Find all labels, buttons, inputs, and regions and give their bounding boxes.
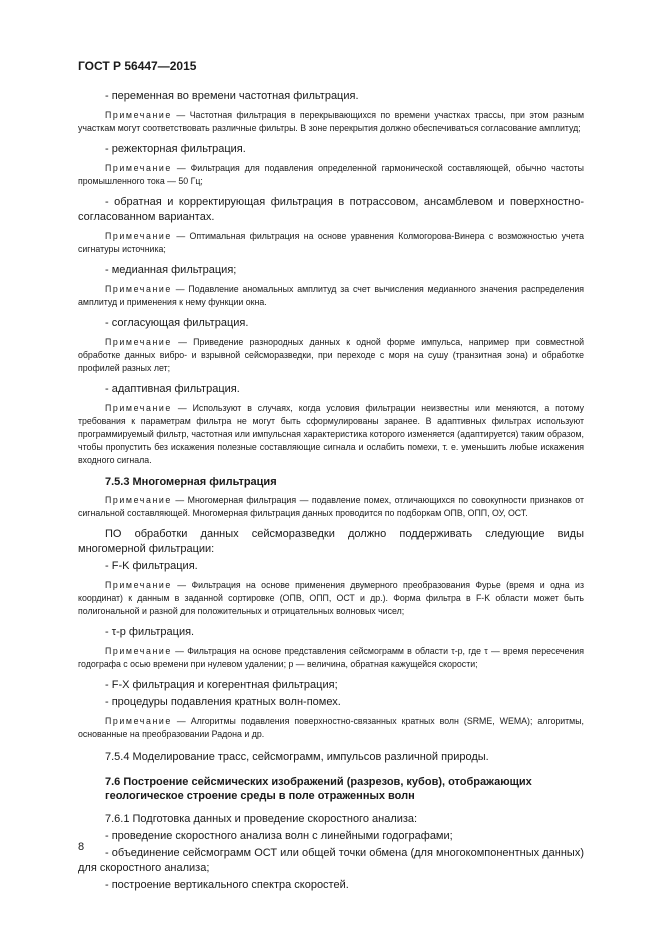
list-item: - τ-p фильтрация. xyxy=(105,626,195,638)
note-label: Примечание xyxy=(105,231,172,241)
note-label: Примечание xyxy=(105,716,172,726)
note xyxy=(78,645,584,671)
note-label: Примечание xyxy=(105,403,172,413)
list-item: - построение вертикального спектра скоростей. xyxy=(105,879,349,891)
note xyxy=(78,230,584,256)
note-label: Примечание xyxy=(105,284,172,294)
list-item: - F-K фильтрация. xyxy=(105,560,198,572)
note-label: Примечание xyxy=(105,646,172,656)
standard-header: ГОСТ Р 56447—2015 xyxy=(78,59,197,73)
note-label: Примечание xyxy=(105,163,172,173)
document-body xyxy=(78,82,584,893)
note-text: — Фильтрация на основе применения двумерного преобразования Фурье (время и одна из координат) к данным в заданной сортировке (ОПВ, ОПП, ОСТ и др.). Форма фильтра в F-K области может быть полигональной и разной для положительных и отрицательных волновых чисел; xyxy=(78,580,584,616)
section-7-6-1: 7.6.1 Подготовка данных и проведение скоростного анализа: xyxy=(105,813,418,825)
list-item: - согласующая фильтрация. xyxy=(105,317,249,329)
list-item: - обратная и корректирующая фильтрация в потрассовом, ансамблевом и поверхностно-согласованном вариантах. xyxy=(78,196,584,223)
note-text: — Фильтрация для подавления определенной гармонической составляющей, обычно частоты промышленного тока — 50 Гц; xyxy=(78,163,584,186)
list-item: - объединение сейсмограмм ОСТ или общей точки обмена (для многокомпонентных данных) для скоростного анализа; xyxy=(78,847,584,874)
list-item: - медианная фильтрация; xyxy=(105,264,237,276)
section-7-5-4: 7.5.4 Моделирование трасс, сейсмограмм, импульсов различной природы. xyxy=(105,751,489,763)
note-label: Примечание xyxy=(105,580,172,590)
note xyxy=(78,402,584,467)
list-item: - F-X фильтрация и когерентная фильтрация; xyxy=(105,679,338,691)
note xyxy=(78,109,584,135)
note-text: — Используют в случаях, когда условия фильтрации неизвестны или меняются, а потому требования к параметрам фильтра не могут быть сформулированы заранее. В адаптивных фильтрах используют программируемый фильтр, частотная или импульсная характеристика которого изменяется (адаптируется) таким образом, чтобы пропустить без искажения полезные составляющие сигнала и ослабить помехи, т. е. уменьшить любые искажения входного сигнала. xyxy=(78,403,584,465)
list-item: - адаптивная фильтрация. xyxy=(105,383,240,395)
note-text: — Оптимальная фильтрация на основе уравнения Колмогорова-Винера с возможностью учета сигнатуры источника; xyxy=(78,231,584,254)
note-text: — Многомерная фильтрация — подавление помех, отличающихся по совокупности признаков от сигнальной составляющей. Многомерная фильтрация данных проводится по подборкам ОПВ, ОПП, ОУ, ОСТ. xyxy=(78,495,584,518)
note xyxy=(78,579,584,618)
note-text: — Приведение разнородных данных к одной форме импульса, например при совместной обработке данных вибро- и взрывной сейсморазведки, при переходе с моря на сушу (транзитная зона) и обработке профилей разных лет; xyxy=(78,337,584,373)
list-item: - процедуры подавления кратных волн-помех. xyxy=(105,696,341,708)
note xyxy=(78,283,584,309)
note-text: — Алгоритмы подавления поверхностно-связанных кратных волн (SRME, WEMA); алгоритмы, основанные на преобразовании Радона и др. xyxy=(78,716,584,739)
note-text: — Фильтрация на основе представления сейсмограмм в области τ-p, где τ — время пересечения годографа с осью времени при нулевом удалении; p — величина, обратная кажущейся скорости; xyxy=(78,646,584,669)
note xyxy=(78,715,584,741)
list-item: - переменная во времени частотная фильтрация. xyxy=(105,90,359,102)
note xyxy=(78,494,584,520)
section-heading-7-5-3: 7.5.3 Многомерная фильтрация xyxy=(105,476,277,488)
note xyxy=(78,162,584,188)
note-label: Примечание xyxy=(105,110,172,120)
list-item: - режекторная фильтрация. xyxy=(105,143,246,155)
list-item: - проведение скоростного анализа волн с линейными годографами; xyxy=(105,830,453,842)
page-number: 8 xyxy=(78,841,85,853)
note xyxy=(78,336,584,375)
note-text: — Подавление аномальных амплитуд за счет вычисления медианного значения распределения амплитуд и применения к нему функции окна. xyxy=(78,284,584,307)
section-heading-7-6: 7.6 Построение сейсмических изображений (разрезов, кубов), отображающих геологическое строение среды в поле отраженных волн xyxy=(105,776,532,802)
note-label: Примечание xyxy=(105,337,172,347)
note-text: — Частотная фильтрация в перекрывающихся по времени участках трассы, при этом разным участкам могут соответствовать различные фильтры. В зоне перекрытия должно обеспечиваться согласование амплитуд; xyxy=(78,110,584,133)
note-label: Примечание xyxy=(105,495,172,505)
body-paragraph: ПО обработки данных сейсморазведки должно поддерживать следующие виды многомерной фильтрации: xyxy=(78,528,584,555)
